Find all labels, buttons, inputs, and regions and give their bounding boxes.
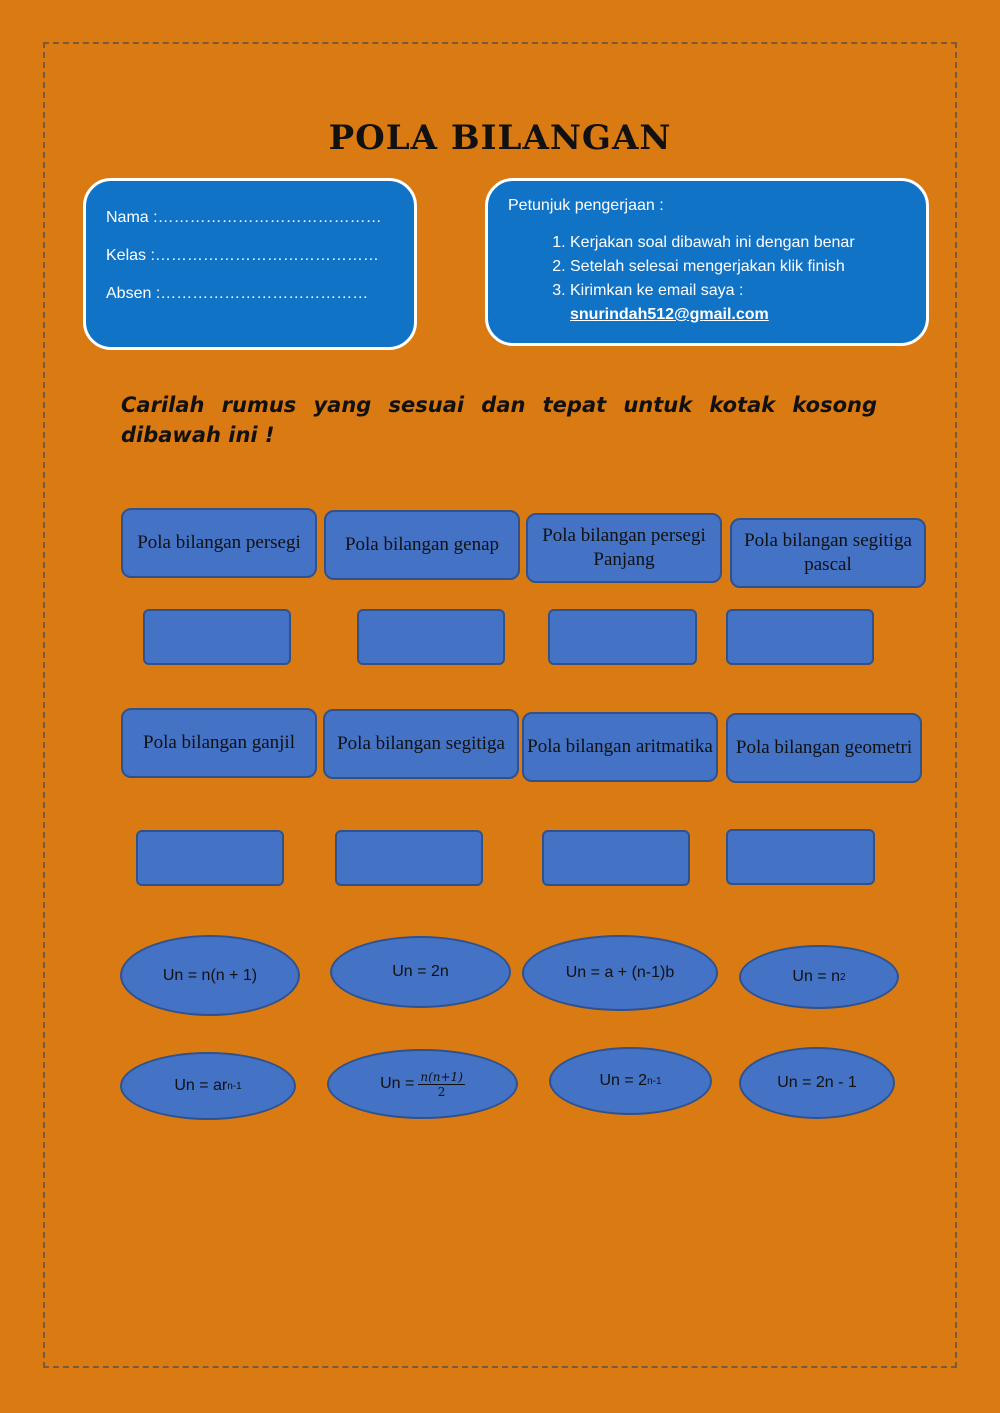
- label-pola-ganjil: Pola bilangan ganjil: [121, 708, 317, 778]
- page-title: POLA BILANGAN: [328, 118, 672, 158]
- formula-base: Un = ar: [174, 1077, 228, 1094]
- formula-base: Un = 2: [599, 1072, 648, 1089]
- formula-segitiga[interactable]: [327, 1049, 518, 1119]
- label-pola-segitiga-pascal: Pola bilangan segitiga pascal: [730, 518, 926, 588]
- answer-slot-geometri[interactable]: [726, 829, 875, 885]
- answer-slot-segitiga-pascal[interactable]: [726, 609, 874, 665]
- formula-fraction: [418, 1070, 465, 1099]
- formula-exponent: n-1: [647, 1075, 662, 1087]
- label-pola-persegi-panjang: Pola bilangan persegi Panjang: [526, 513, 722, 583]
- formula-n-n-plus-1[interactable]: Un = n(n + 1): [120, 935, 300, 1016]
- kelas-field: Kelas :……………………………………: [106, 247, 379, 264]
- answer-slot-genap[interactable]: [357, 609, 505, 665]
- formula-exponent: n-1: [227, 1080, 242, 1092]
- answer-slot-persegi[interactable]: [143, 609, 291, 665]
- instruction-step-text: Kirimkan ke email saya :: [570, 282, 744, 299]
- instructions-list: [508, 231, 906, 327]
- formula-2n-minus-1[interactable]: Un = 2n - 1: [739, 1047, 895, 1119]
- formula-prefix: Un =: [380, 1075, 415, 1092]
- instructions-card: [485, 178, 929, 346]
- formula-pascal[interactable]: [549, 1047, 712, 1115]
- formula-exponent: 2: [840, 971, 846, 983]
- answer-slot-aritmatika[interactable]: [542, 830, 690, 886]
- formula-geometri[interactable]: [120, 1052, 296, 1120]
- answer-slot-ganjil[interactable]: [136, 830, 284, 886]
- label-pola-persegi: Pola bilangan persegi: [121, 508, 317, 578]
- instructions-heading: Petunjuk pengerjaan :: [508, 197, 664, 214]
- label-pola-geometri: Pola bilangan geometri: [726, 713, 922, 783]
- formula-2n[interactable]: Un = 2n: [330, 936, 511, 1008]
- label-pola-genap: Pola bilangan genap: [324, 510, 520, 580]
- answer-slot-segitiga[interactable]: [335, 830, 483, 886]
- instruction-step: 1. Kerjakan soal dibawah ini dengan benar: [570, 231, 906, 255]
- identity-card: [83, 178, 417, 350]
- instruction-step: 2. Setelah selesai mengerjakan klik finish: [570, 255, 906, 279]
- label-pola-aritmatika: Pola bilangan aritmatika: [522, 712, 718, 782]
- label-pola-segitiga: Pola bilangan segitiga: [323, 709, 519, 779]
- fraction-denominator: 2: [437, 1084, 446, 1099]
- fraction-numerator: n(n+1): [420, 1069, 463, 1084]
- instruction-step: [570, 279, 906, 327]
- answer-slot-persegi-panjang[interactable]: [548, 609, 697, 665]
- task-instruction: Carilah rumus yang sesuai dan tepat untuk kotak kosong dibawah ini !: [121, 393, 877, 447]
- nama-field: Nama :……………………………………: [106, 209, 382, 226]
- formula-aritmatika[interactable]: Un = a + (n-1)b: [522, 935, 718, 1011]
- absen-field: Absen :…………………………………: [106, 285, 369, 302]
- formula-base: Un = n: [792, 968, 841, 985]
- formula-n-squared[interactable]: [739, 945, 899, 1009]
- email-link[interactable]: snurindah512@gmail.com: [570, 306, 769, 323]
